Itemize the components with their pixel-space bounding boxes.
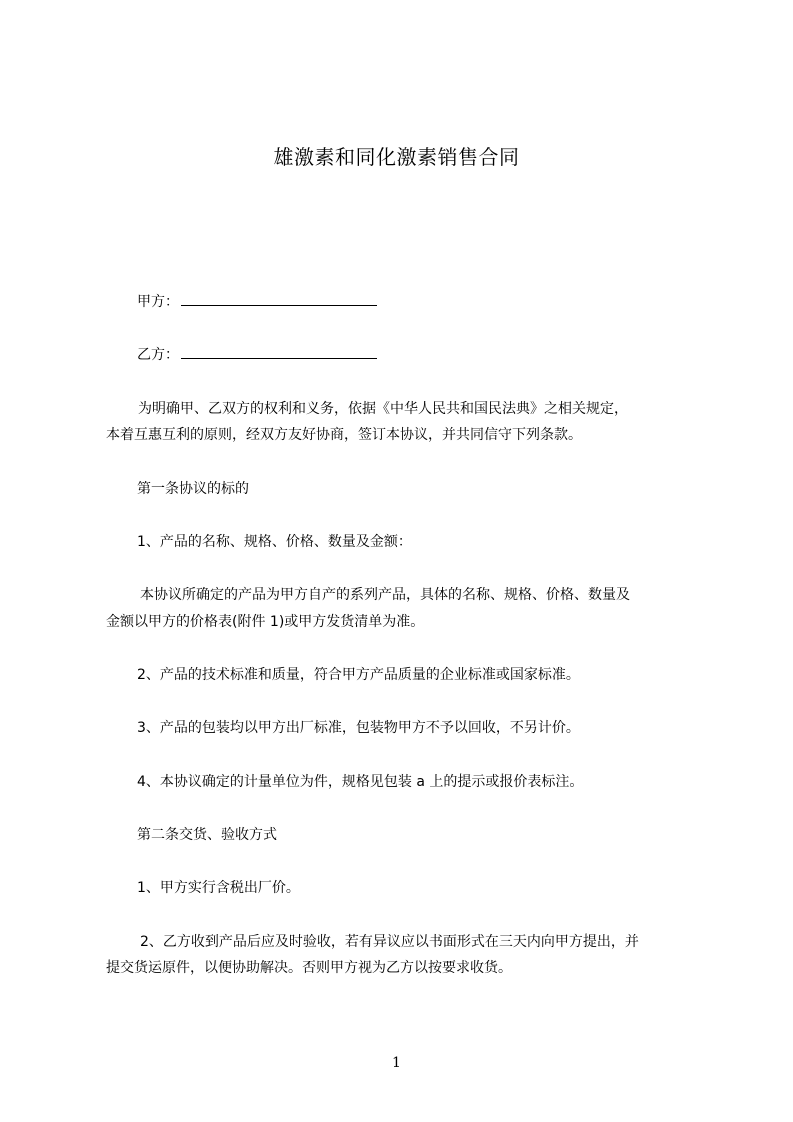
intro-line-1: 为明确甲、乙双方的权利和义务，依据《中华人民共和国民法典》之相关规定， (138, 401, 628, 417)
page-number: 1 (392, 1055, 401, 1071)
item-2-1: 1、甲方实行含税出厂价。 (137, 880, 300, 896)
party-b-label: 乙方： (137, 347, 179, 363)
article-2-heading: 第二条交货、验收方式 (137, 827, 277, 843)
document-title: 雄激素和同化激素销售合同 (273, 145, 520, 169)
intro-line-2: 本着互惠互利的原则，经双方友好协商，签订本协议，并共同信守下列条款。 (106, 427, 582, 443)
article-1-heading: 第一条协议的标的 (137, 481, 249, 497)
item-2-2-line-1: 2、乙方收到产品后应及时验收，若有异议应以书面形式在三天内向甲方提出，并 (140, 934, 639, 950)
party-a-blank (181, 291, 377, 306)
item-1-1-detail-line-2: 金额以甲方的价格表(附件 1)或甲方发货清单为准。 (106, 614, 425, 630)
item-1-2: 2、产品的技术标准和质量，符合甲方产品质量的企业标准或国家标准。 (137, 667, 580, 683)
item-1-1: 1、产品的名称、规格、价格、数量及金额： (137, 534, 412, 550)
item-1-4: 4、本协议确定的计量单位为件，规格见包装 a 上的提示或报价表标注。 (137, 774, 584, 790)
party-b-line (137, 344, 377, 365)
party-a-line (137, 291, 377, 312)
item-2-2-line-2: 提交货运原件，以便协助解决。否则甲方视为乙方以按要求收货。 (106, 960, 512, 976)
party-b-blank (181, 344, 377, 359)
item-1-3: 3、产品的包装均以甲方出厂标准，包装物甲方不予以回收，不另计价。 (137, 720, 580, 736)
party-a-label: 甲方： (137, 294, 179, 310)
item-1-1-detail-line-1: 本协议所确定的产品为甲方自产的系列产品，具体的名称、规格、价格、数量及 (140, 587, 630, 603)
